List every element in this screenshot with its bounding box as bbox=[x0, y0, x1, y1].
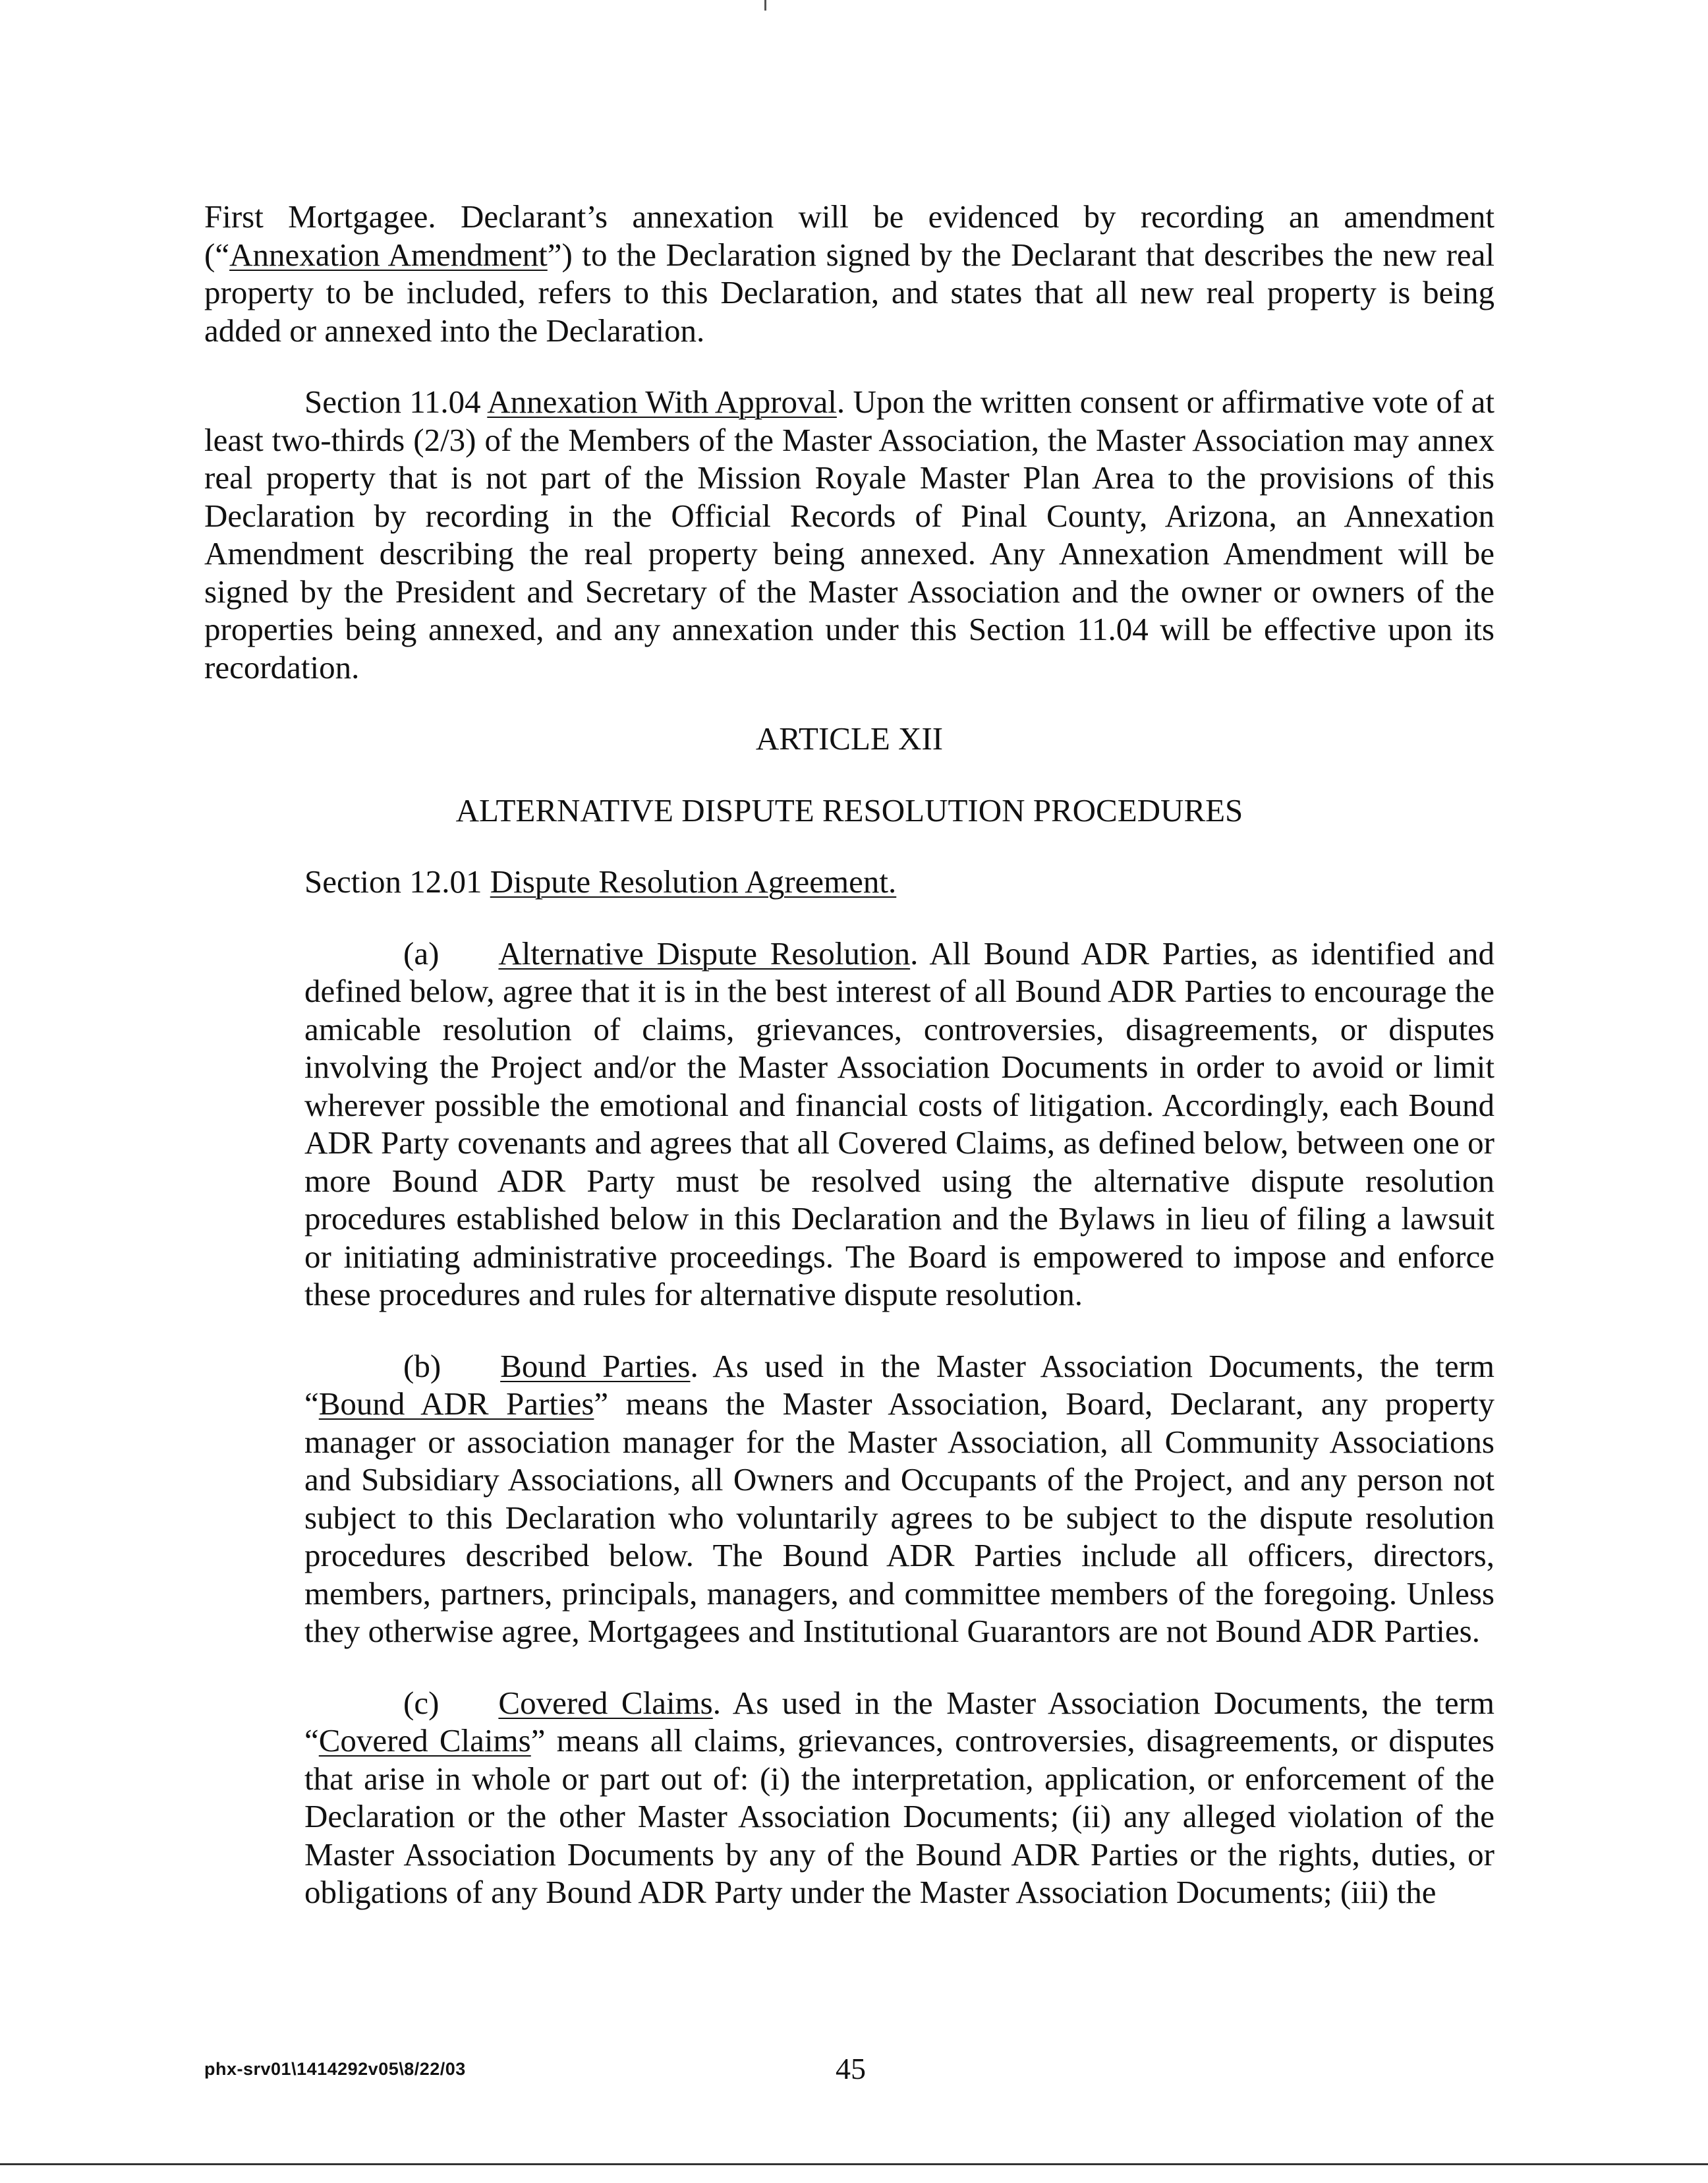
defined-term-covered-claims: Covered Claims bbox=[318, 1722, 531, 1759]
subsection-text: . As used in the Master Association Documents, the term “ bbox=[304, 1684, 1494, 1759]
document-body bbox=[204, 198, 1494, 1945]
section-number: Section 11.04 bbox=[304, 384, 488, 420]
subsection-b bbox=[304, 1347, 1494, 1650]
subsection-block bbox=[304, 935, 1494, 1911]
paragraph-text: First Mortgagee. Declarant’s annexation will be evidenced by recording an amendment (“ bbox=[204, 198, 1494, 273]
subsection-title: Bound Parties bbox=[500, 1347, 691, 1384]
subsection-text: . As used in the Master Association Documents, the term “ bbox=[304, 1347, 1495, 1422]
page-footer bbox=[0, 2051, 1708, 2091]
document-reference: phx-srv01\1414292v05\8/22/03 bbox=[204, 2059, 466, 2079]
section-text: . Upon the written consent or affirmative vote of at least two-thirds (2/3) of the Members of the Master Association, the Master Association may annex real property that is not part of the Mission Royale Master Plan Area to the provisions of this Declaration by recording in the Official Records of Pinal County, Arizona, an Annexation Amendment describing the real property being annexed. Any Annexation Amendment will be signed by the President and Secretary of the Master Association and the owner or owners of the properties being annexed, and any annexation under this Section 11.04 will be effective upon its recordation. bbox=[204, 384, 1494, 685]
scan-mark bbox=[764, 0, 766, 11]
subsection-text: . All Bound ADR Parties, as identified and defined below, agree that it is in the best interest of all Bound ADR Parties to encourage the amicable resolution of claims, grievances, controversies, disagreements, or disputes involving the Project and/or the Master Association Documents in order to avoid or limit wherever possible the emotional and financial costs of litigation. Accordingly, each Bound ADR Party covenants and agrees that all Covered Claims, as defined below, between one or more Bound ADR Party must be resolved using the alternative dispute resolution procedures established below in this Declaration and the Bylaws in lieu of filing a lawsuit or initiating administrative proceedings. The Board is empowered to impose and enforce these procedures and rules for alternative dispute resolution. bbox=[304, 935, 1494, 1312]
subsection-title: Covered Claims bbox=[498, 1684, 713, 1721]
section-12-01 bbox=[204, 863, 1494, 901]
article-number: ARTICLE XII bbox=[755, 720, 944, 757]
subsection-text: ” means all claims, grievances, controversies, disagreements, or disputes that arise in whole or part out of: (i) the interpretation, application, or enforcement of the Declaration or the other Master Association Documents; (ii) any alleged violation of the Master Association Documents by any of the Bound ADR Parties or the rights, duties, or obligations of any Bound ADR Party under the Master Association Documents; (iii) the bbox=[304, 1722, 1494, 1910]
page-number: 45 bbox=[836, 2052, 866, 2085]
bottom-rule bbox=[0, 2163, 1708, 2165]
subsection-a bbox=[304, 935, 1494, 1314]
article-title: ALTERNATIVE DISPUTE RESOLUTION PROCEDURES bbox=[455, 792, 1243, 829]
defined-term-annexation-amendment: Annexation Amendment bbox=[229, 236, 548, 273]
section-11-04 bbox=[204, 383, 1494, 686]
section-title: Dispute Resolution Agreement. bbox=[490, 863, 897, 900]
subsection-label: (a) bbox=[403, 935, 440, 972]
subsection-label: (c) bbox=[403, 1684, 440, 1721]
subsection-c bbox=[304, 1684, 1494, 1911]
defined-term-bound-adr-parties: Bound ADR Parties bbox=[318, 1385, 594, 1422]
paragraph-annexation-continued bbox=[204, 198, 1494, 349]
section-number: Section 12.01 bbox=[304, 863, 490, 900]
subsection-label: (b) bbox=[403, 1347, 441, 1384]
paragraph-text: ”) to the Declaration signed by the Declarant that describes the new real property to be included, refers to this Declaration, and states that all new real property is being added or annexed into the Declaration. bbox=[204, 236, 1495, 349]
subsection-title: Alternative Dispute Resolution bbox=[498, 935, 911, 972]
section-title: Annexation With Approval bbox=[487, 384, 837, 420]
subsection-text: ” means the Master Association, Board, Declarant, any property manager or association manager for the Master Association, all Community Associations and Subsidiary Associations, all Owners and Occupants of the Project, and any person not subject to this Declaration who voluntarily agrees to be subject to the dispute resolution procedures described below. The Bound ADR Parties include all officers, directors, members, partners, principals, managers, and committee members of the foregoing. Unless they otherwise agree, Mortgagees and Institutional Guarantors are not Bound ADR Parties. bbox=[304, 1385, 1495, 1649]
